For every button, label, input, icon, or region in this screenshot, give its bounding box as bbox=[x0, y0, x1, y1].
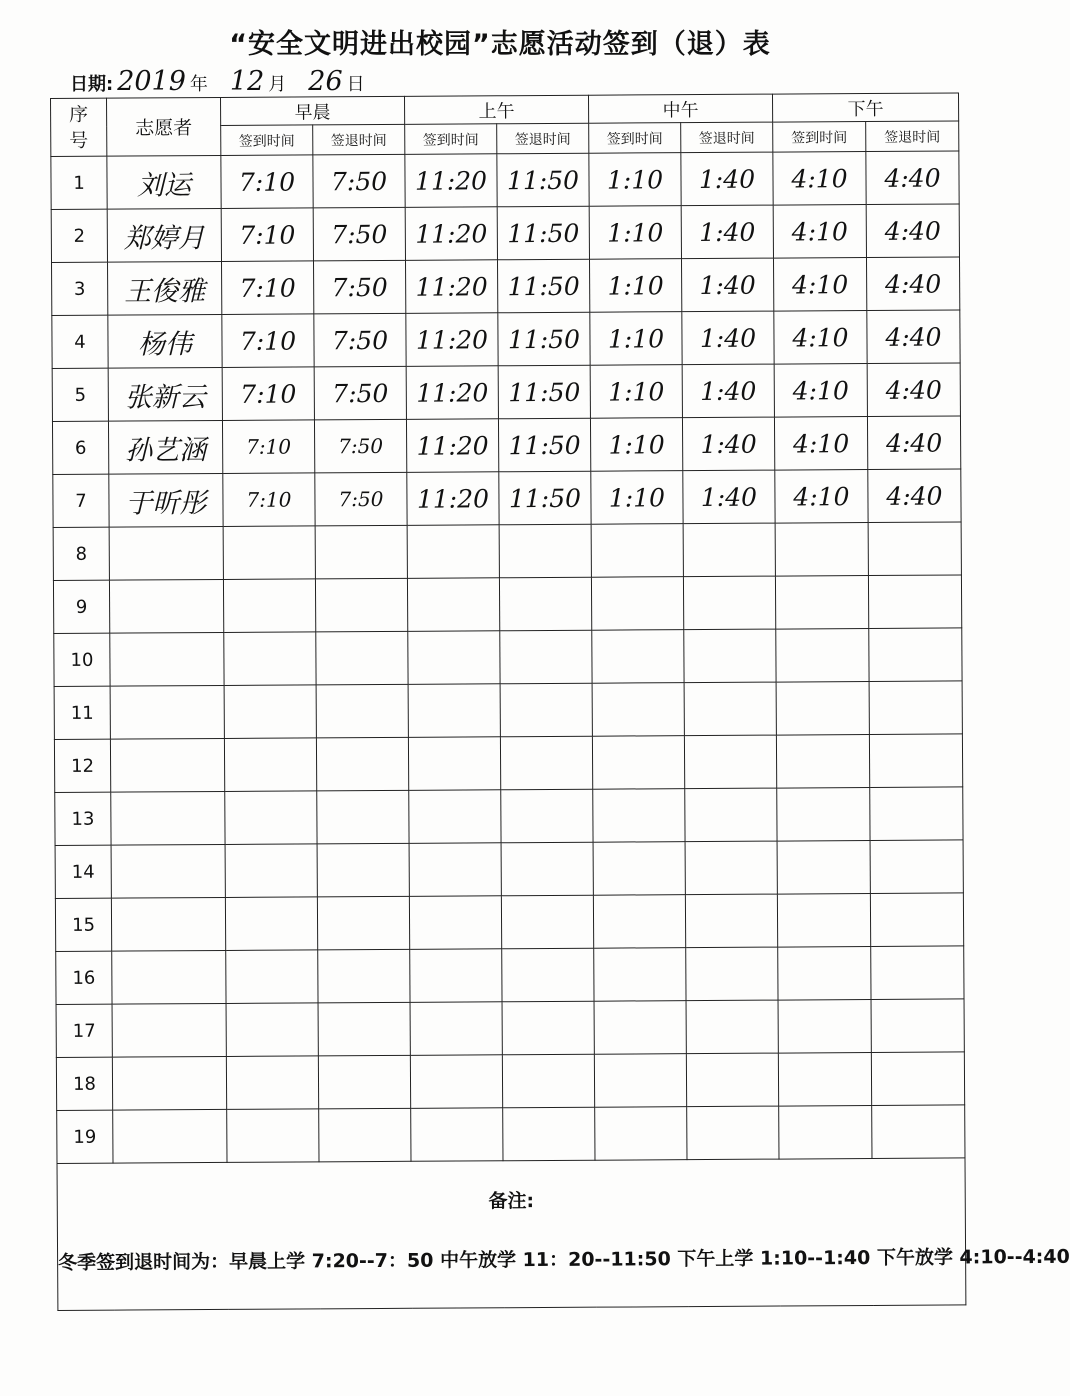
sign-out-time bbox=[501, 895, 593, 949]
row-number: 12 bbox=[54, 739, 110, 792]
sign-out-time bbox=[869, 628, 962, 682]
sign-in-time: 7:10 bbox=[222, 314, 314, 368]
sign-out-time bbox=[318, 949, 410, 1003]
date-year-unit: 年 bbox=[189, 74, 208, 95]
table-row bbox=[56, 1052, 964, 1111]
sign-in-time: 4:10 bbox=[774, 311, 867, 365]
seq-header bbox=[51, 98, 107, 156]
row-number: 7 bbox=[53, 474, 109, 527]
sign-in-time bbox=[225, 844, 317, 898]
sign-out-time: 7:50 bbox=[314, 419, 406, 473]
sign-out-time: 1:40 bbox=[682, 364, 774, 418]
sign-out-time bbox=[872, 1105, 965, 1159]
row-number: 16 bbox=[56, 951, 112, 1004]
sign-out-time: 7:50 bbox=[315, 472, 407, 526]
volunteer-header: 志愿者 bbox=[107, 97, 221, 156]
sign-out-header: 签退时间 bbox=[313, 124, 405, 155]
sign-out-time: 11:50 bbox=[497, 206, 589, 260]
sign-in-time: 7:10 bbox=[222, 261, 314, 315]
sign-out-time: 7:50 bbox=[314, 366, 406, 420]
sign-in-time: 7:10 bbox=[222, 420, 314, 474]
sign-out-time: 7:50 bbox=[313, 260, 405, 314]
sign-in-time bbox=[591, 524, 683, 578]
date-year: 2019 bbox=[117, 66, 186, 97]
sign-in-time bbox=[592, 683, 684, 737]
volunteer-name: 孙艺涵 bbox=[108, 420, 222, 474]
sign-in-time bbox=[591, 577, 683, 631]
remarks-section bbox=[57, 1158, 1070, 1311]
table-row bbox=[54, 628, 962, 687]
sign-in-time bbox=[779, 1105, 872, 1159]
table-row bbox=[52, 310, 960, 369]
sign-in-header: 签到时间 bbox=[221, 125, 313, 156]
volunteer-name: 刘运 bbox=[107, 155, 221, 209]
sign-in-time bbox=[594, 948, 686, 1002]
sign-out-time: 4:40 bbox=[866, 151, 959, 205]
date-month: 12 bbox=[229, 66, 265, 97]
sign-out-time bbox=[499, 524, 591, 578]
sign-in-time bbox=[777, 841, 870, 895]
sign-in-time: 1:10 bbox=[590, 365, 682, 419]
sign-out-time bbox=[500, 683, 592, 737]
sign-in-time bbox=[411, 1108, 503, 1162]
sign-out-time: 11:50 bbox=[497, 153, 589, 207]
table-row bbox=[53, 469, 961, 528]
sign-in-header: 签到时间 bbox=[405, 124, 497, 155]
sign-out-time bbox=[315, 525, 407, 579]
row-number: 19 bbox=[57, 1110, 113, 1163]
table-row bbox=[54, 734, 962, 793]
row-number: 17 bbox=[56, 1004, 112, 1057]
sign-in-time bbox=[408, 631, 500, 685]
sign-in-time: 11:20 bbox=[405, 260, 497, 314]
sign-in-time bbox=[776, 629, 869, 683]
sign-out-time: 1:40 bbox=[682, 417, 774, 471]
row-number: 4 bbox=[52, 315, 108, 368]
seq-header-line-2: 号 bbox=[69, 129, 89, 152]
sign-in-time bbox=[775, 576, 868, 630]
volunteer-name bbox=[111, 844, 225, 898]
sign-in-time bbox=[223, 526, 315, 580]
sign-in-time bbox=[227, 1109, 319, 1163]
sign-in-time bbox=[592, 630, 684, 684]
row-number: 1 bbox=[51, 156, 107, 209]
volunteer-name bbox=[110, 685, 224, 739]
sign-out-time: 11:50 bbox=[498, 312, 590, 366]
sign-out-time: 4:40 bbox=[867, 416, 960, 470]
table-row bbox=[52, 416, 960, 475]
table-row bbox=[52, 363, 960, 422]
sign-in-time: 4:10 bbox=[775, 470, 868, 524]
sign-in-table bbox=[50, 92, 1070, 1311]
sign-in-time bbox=[407, 525, 499, 579]
sign-out-time bbox=[500, 630, 592, 684]
volunteer-name bbox=[111, 791, 225, 845]
sign-out-time bbox=[500, 736, 592, 790]
date-month-unit: 月 bbox=[268, 74, 287, 95]
sign-out-time bbox=[501, 789, 593, 843]
sign-out-time: 4:40 bbox=[867, 363, 960, 417]
sign-in-time bbox=[595, 1107, 687, 1161]
sign-in-time: 1:10 bbox=[589, 206, 681, 260]
sign-out-time bbox=[687, 1106, 779, 1160]
sign-out-time: 11:50 bbox=[498, 365, 590, 419]
sign-out-time: 11:50 bbox=[497, 259, 589, 313]
sign-in-time: 11:20 bbox=[405, 154, 497, 208]
sign-in-time bbox=[223, 579, 315, 633]
volunteer-name: 于昕彤 bbox=[109, 473, 223, 527]
date-day: 26 bbox=[308, 66, 343, 97]
sign-out-time: 4:40 bbox=[867, 310, 960, 364]
sign-out-time bbox=[319, 1108, 411, 1162]
sign-out-time: 1:40 bbox=[681, 205, 773, 259]
table-row bbox=[51, 151, 959, 210]
sign-out-time bbox=[684, 682, 776, 736]
sign-out-time bbox=[684, 735, 776, 789]
sign-out-time bbox=[501, 842, 593, 896]
sign-out-time bbox=[317, 896, 409, 950]
sign-out-time bbox=[869, 681, 962, 735]
sign-out-time bbox=[503, 1107, 595, 1161]
sign-out-header: 签退时间 bbox=[866, 121, 959, 152]
volunteer-name: 杨伟 bbox=[108, 314, 222, 368]
sign-in-time bbox=[409, 790, 501, 844]
sign-in-time bbox=[777, 894, 870, 948]
sign-in-time bbox=[226, 1056, 318, 1110]
sign-out-time bbox=[315, 578, 407, 632]
sign-in-header: 签到时间 bbox=[773, 122, 866, 153]
sign-in-time bbox=[776, 682, 869, 736]
sign-out-time bbox=[686, 1053, 778, 1107]
row-number: 6 bbox=[52, 421, 108, 474]
table-row bbox=[57, 1105, 965, 1164]
sign-in-time: 1:10 bbox=[590, 418, 682, 472]
sign-in-header: 签到时间 bbox=[589, 123, 681, 154]
volunteer-name bbox=[112, 1003, 226, 1057]
sign-out-time bbox=[683, 523, 775, 577]
volunteer-name: 郑婷月 bbox=[107, 208, 221, 262]
remarks-text: 冬季签到退时间为：早晨上学 7:20--7：50 中午放学 11：20--11:50 下午上学 1:10--1:40 下午放学 4:10--4:40 bbox=[58, 1245, 1070, 1274]
sign-in-time: 11:20 bbox=[406, 366, 498, 420]
volunteer-name bbox=[110, 738, 224, 792]
sign-out-time: 7:50 bbox=[313, 207, 405, 261]
sign-in-time: 7:10 bbox=[222, 367, 314, 421]
table-row bbox=[55, 893, 963, 952]
sign-out-time bbox=[499, 577, 591, 631]
sign-in-time bbox=[408, 737, 500, 791]
sign-in-time: 4:10 bbox=[774, 417, 867, 471]
sign-in-time bbox=[224, 685, 316, 739]
sign-in-time bbox=[409, 896, 501, 950]
sign-in-time: 1:10 bbox=[589, 153, 681, 207]
sign-out-time bbox=[316, 631, 408, 685]
sign-in-time bbox=[592, 736, 684, 790]
sign-out-time bbox=[871, 946, 964, 1000]
seq-header-line-1: 序 bbox=[69, 103, 89, 126]
sign-in-time: 4:10 bbox=[773, 258, 866, 312]
sign-out-time bbox=[502, 1054, 594, 1108]
sign-in-time bbox=[776, 735, 869, 789]
sign-out-time bbox=[685, 788, 777, 842]
sign-out-time bbox=[871, 999, 964, 1053]
sign-in-time bbox=[778, 947, 871, 1001]
volunteer-name bbox=[112, 1056, 226, 1110]
date-day-unit: 日 bbox=[346, 74, 365, 95]
sign-out-time: 1:40 bbox=[682, 311, 774, 365]
sign-in-time bbox=[410, 1002, 502, 1056]
sign-out-time bbox=[684, 629, 776, 683]
page-title: “安全文明进出校园”志愿活动签到（退）表 bbox=[229, 29, 771, 60]
row-number: 13 bbox=[55, 792, 111, 845]
table-row bbox=[56, 946, 964, 1005]
sign-out-time bbox=[317, 843, 409, 897]
sign-out-time: 11:50 bbox=[498, 418, 590, 472]
sign-in-time bbox=[594, 1001, 686, 1055]
sign-in-time bbox=[594, 1054, 686, 1108]
date-label: 日期: bbox=[70, 74, 114, 95]
row-number: 9 bbox=[53, 580, 109, 633]
sign-out-time bbox=[318, 1055, 410, 1109]
sign-in-time: 1:10 bbox=[591, 471, 683, 525]
sign-in-time bbox=[226, 950, 318, 1004]
sign-out-time: 7:50 bbox=[314, 313, 406, 367]
sign-out-time: 1:40 bbox=[681, 152, 773, 206]
period-header-morning: 早晨 bbox=[220, 96, 404, 125]
sign-in-time bbox=[407, 578, 499, 632]
sign-out-time bbox=[502, 1001, 594, 1055]
sign-in-time: 7:10 bbox=[223, 473, 315, 527]
sign-in-time bbox=[778, 1053, 871, 1107]
sign-out-time bbox=[868, 522, 961, 576]
table-row bbox=[56, 999, 964, 1058]
sign-out-time: 7:50 bbox=[313, 154, 405, 208]
table-row bbox=[53, 575, 961, 634]
sign-out-time bbox=[316, 684, 408, 738]
sign-in-time: 11:20 bbox=[406, 313, 498, 367]
volunteer-name bbox=[112, 950, 226, 1004]
sign-in-time bbox=[408, 684, 500, 738]
sign-out-time bbox=[686, 947, 778, 1001]
table-row bbox=[55, 787, 963, 846]
sign-in-time: 4:10 bbox=[774, 364, 867, 418]
sign-in-time bbox=[777, 788, 870, 842]
sign-out-time: 1:40 bbox=[683, 470, 775, 524]
sign-in-time: 7:10 bbox=[221, 155, 313, 209]
sign-in-time: 4:10 bbox=[773, 152, 866, 206]
sign-in-time: 7:10 bbox=[221, 208, 313, 262]
sign-in-time bbox=[410, 1055, 502, 1109]
sign-out-time bbox=[871, 1052, 964, 1106]
sign-in-time: 11:20 bbox=[407, 472, 499, 526]
sign-in-time bbox=[593, 789, 685, 843]
sign-out-time bbox=[685, 841, 777, 895]
sign-in-time bbox=[225, 897, 317, 951]
sign-out-time: 11:50 bbox=[499, 471, 591, 525]
table-row bbox=[51, 204, 959, 263]
sign-in-time bbox=[226, 1003, 318, 1057]
row-number: 10 bbox=[54, 633, 110, 686]
row-number: 3 bbox=[52, 262, 108, 315]
volunteer-name bbox=[109, 579, 223, 633]
volunteer-name: 王俊雅 bbox=[108, 261, 222, 315]
row-number: 5 bbox=[52, 368, 108, 421]
sign-in-time bbox=[593, 842, 685, 896]
volunteer-name: 张新云 bbox=[108, 367, 222, 421]
sign-out-time bbox=[870, 893, 963, 947]
sign-in-time: 11:20 bbox=[406, 419, 498, 473]
sign-in-time bbox=[224, 738, 316, 792]
row-number: 14 bbox=[55, 845, 111, 898]
sign-out-time bbox=[685, 894, 777, 948]
sign-out-time: 1:40 bbox=[681, 258, 773, 312]
row-number: 15 bbox=[55, 898, 111, 951]
sign-out-time bbox=[502, 948, 594, 1002]
sign-in-time bbox=[410, 949, 502, 1003]
sign-out-time bbox=[686, 1000, 778, 1054]
table-row bbox=[52, 257, 960, 316]
sign-in-time bbox=[778, 1000, 871, 1054]
sign-in-time bbox=[775, 523, 868, 577]
sign-in-time: 4:10 bbox=[773, 205, 866, 259]
volunteer-name bbox=[110, 632, 224, 686]
sign-out-time bbox=[317, 790, 409, 844]
table-row bbox=[53, 522, 961, 581]
volunteer-name bbox=[111, 897, 225, 951]
sign-in-time bbox=[224, 632, 316, 686]
sign-in-time bbox=[409, 843, 501, 897]
period-header-forenoon: 上午 bbox=[404, 95, 588, 124]
sign-in-time bbox=[225, 791, 317, 845]
sign-out-time: 4:40 bbox=[868, 469, 961, 523]
row-number: 18 bbox=[56, 1057, 112, 1110]
sign-in-time: 1:10 bbox=[589, 259, 681, 313]
sign-out-time: 4:40 bbox=[866, 257, 959, 311]
sign-out-time: 4:40 bbox=[866, 204, 959, 258]
row-number: 2 bbox=[51, 209, 107, 262]
sign-out-header: 签退时间 bbox=[497, 123, 589, 154]
row-number: 11 bbox=[54, 686, 110, 739]
period-header-noon: 中午 bbox=[588, 94, 772, 123]
table-row bbox=[54, 681, 962, 740]
table-row bbox=[55, 840, 963, 899]
sign-out-time bbox=[869, 734, 962, 788]
row-number: 8 bbox=[53, 527, 109, 580]
sign-out-time bbox=[683, 576, 775, 630]
sign-out-header: 签退时间 bbox=[681, 122, 773, 153]
volunteer-name bbox=[109, 526, 223, 580]
sign-out-time bbox=[868, 575, 961, 629]
sign-in-time: 11:20 bbox=[405, 207, 497, 261]
sign-out-time bbox=[870, 840, 963, 894]
volunteer-name bbox=[113, 1109, 227, 1163]
sign-out-time bbox=[316, 737, 408, 791]
sign-out-time bbox=[318, 1002, 410, 1056]
date-line bbox=[70, 66, 383, 97]
sign-in-time bbox=[593, 895, 685, 949]
period-header-afternoon: 下午 bbox=[772, 93, 958, 122]
sign-out-time bbox=[870, 787, 963, 841]
remarks-label: 备注: bbox=[488, 1189, 535, 1212]
sign-in-time: 1:10 bbox=[590, 312, 682, 366]
